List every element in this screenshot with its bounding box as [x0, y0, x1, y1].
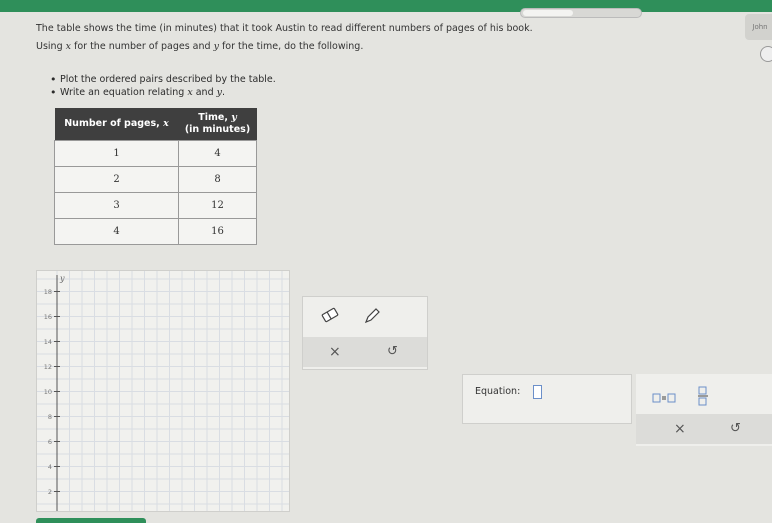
- coordinate-grid[interactable]: [37, 271, 289, 511]
- help-icon[interactable]: [760, 46, 772, 62]
- prompt-text: for the time, do the following.: [218, 41, 364, 52]
- progress-pill: [520, 8, 642, 18]
- prompt-line-1: The table shows the time (in minutes) that it took Austin to read different numbers of pages of his book.: [36, 23, 533, 34]
- y-tick-label: 14: [43, 338, 52, 346]
- header-text: Time,: [198, 112, 228, 123]
- instruction-text: Plot the ordered pairs described by the table.: [60, 74, 276, 85]
- fraction-icon[interactable]: [698, 386, 708, 409]
- y-tick-label: 16: [43, 313, 52, 321]
- table-header-row: [55, 108, 257, 141]
- table-row: [55, 219, 257, 245]
- user-name: John: [752, 23, 768, 31]
- header-time: [179, 108, 257, 141]
- y-tick-label: 8: [47, 413, 52, 421]
- header-pages: [55, 108, 179, 141]
- graph-panel[interactable]: [36, 270, 290, 512]
- graph-toolbar: [302, 296, 428, 370]
- table-row: [55, 167, 257, 193]
- var-x: x: [163, 118, 169, 129]
- var-x: x: [187, 87, 193, 98]
- y-tick-label: 10: [43, 388, 52, 396]
- instruction-text: Write an equation relating: [60, 87, 188, 98]
- graph-toolbar-actions: [303, 337, 427, 367]
- header-text: (in minutes): [184, 124, 251, 135]
- instruction-text: .: [222, 87, 226, 98]
- clear-equation-button[interactable]: ×: [674, 421, 686, 437]
- y-tick-label: 6: [47, 438, 52, 446]
- user-chip[interactable]: [745, 14, 772, 40]
- var-x: x: [65, 41, 71, 52]
- y-tick-label: 18: [43, 288, 52, 296]
- data-table: [54, 108, 257, 245]
- undo-graph-button[interactable]: ↺: [387, 344, 398, 359]
- equation-label: Equation:: [475, 386, 521, 397]
- header-text: Number of pages,: [64, 118, 160, 129]
- table-row: [55, 141, 257, 167]
- cell-time: 16: [179, 219, 257, 245]
- eraser-icon[interactable]: [321, 307, 339, 326]
- prompt-text: for the number of pages and: [70, 41, 214, 52]
- cell-pages: 2: [55, 167, 179, 193]
- y-axis-label: y: [60, 274, 65, 283]
- instruction-item: [50, 87, 276, 98]
- y-tick-label: 2: [47, 488, 52, 496]
- clear-graph-button[interactable]: ×: [329, 344, 341, 360]
- bottom-tab[interactable]: [36, 518, 146, 523]
- var-y: y: [216, 87, 222, 98]
- instruction-list: [50, 74, 276, 100]
- cell-pages: 3: [55, 193, 179, 219]
- undo-equation-button[interactable]: ↺: [730, 421, 741, 436]
- equation-input[interactable]: [533, 385, 542, 399]
- box-equals-box-icon[interactable]: [652, 392, 676, 406]
- var-y: y: [213, 41, 219, 52]
- instruction-text: and: [192, 87, 217, 98]
- cell-time: 8: [179, 167, 257, 193]
- instruction-item: [50, 74, 276, 85]
- prompt-text: Using: [36, 41, 66, 52]
- cell-pages: 4: [55, 219, 179, 245]
- y-tick-label: 12: [43, 363, 52, 371]
- y-tick-label: 4: [47, 463, 52, 471]
- var-y: y: [231, 112, 237, 123]
- prompt-line-2: [36, 41, 363, 52]
- progress-fill: [523, 10, 573, 16]
- cell-pages: 1: [55, 141, 179, 167]
- equation-panel: [462, 374, 632, 424]
- top-bar: [0, 0, 772, 12]
- cell-time: 4: [179, 141, 257, 167]
- table-row: [55, 193, 257, 219]
- equation-toolbar: [636, 374, 772, 446]
- cell-time: 12: [179, 193, 257, 219]
- equation-toolbar-actions: [636, 414, 772, 444]
- pencil-icon[interactable]: [363, 307, 381, 328]
